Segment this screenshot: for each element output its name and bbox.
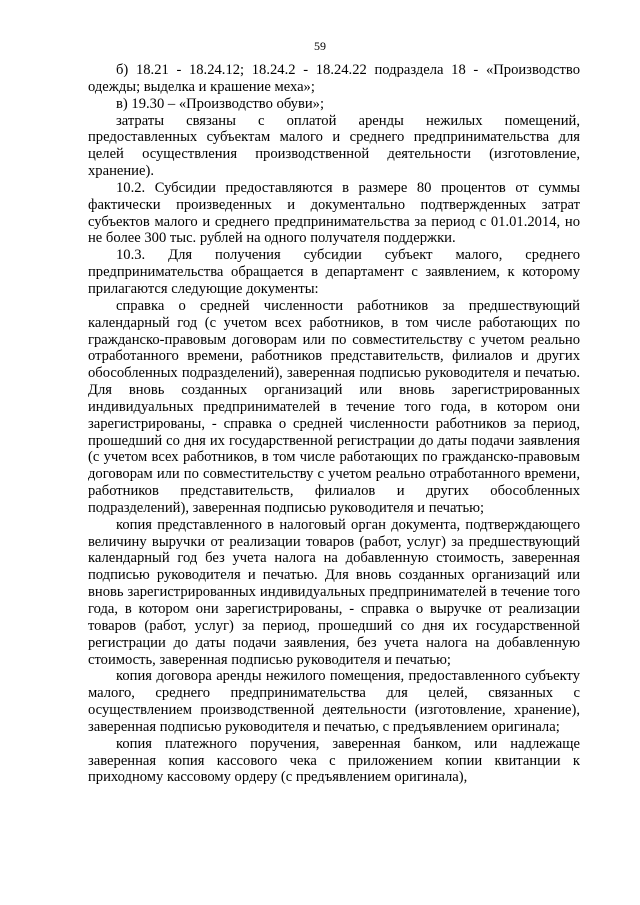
page-number: 59 bbox=[314, 39, 326, 53]
paragraph-item-b: б) 18.21 - 18.24.12; 18.24.2 - 18.24.22 подраздела 18 - «Производство одежды; выделка и крашение меха»; bbox=[88, 62, 580, 95]
paragraph-10-3: 10.3. Для получения субсидии субъект малого, среднего предпринимательства обращается в департамент с заявлением, к которому прилагаются следующие документы: bbox=[88, 247, 580, 297]
paragraph-revenue-document: копия представленного в налоговый орган документа, подтверждающего величину выручки от реализации товаров (работ, услуг) за предшествующий календарный год без учета налога на добавленную стоимость, заверенная подписью руководителя и печатью. Для вновь созданных организаций или вновь зарегистрированных индивидуальных предпринимателей в течение того года, в котором они зарегистрированы, - справка о выручке от реализации товаров (работ, услуг) за период, прошедший со дня их государственной регистрации до даты подачи заявления, без учета налога на добавленную стоимость, заверенная подписью руководителя и печатью; bbox=[88, 516, 580, 668]
paragraph-headcount-certificate: справка о средней численности работников за предшествующий календарный год (с учетом всех работников, в том числе работающих по гражданско-правовым договорам или по совместительству с учетом реально отработанного времени, работников представительств, филиалов и других обособленных подразделений), заверенная подписью руководителя и печатью. Для вновь созданных организаций или вновь зарегистрированных индивидуальных предпринимателей в течение того года, в котором они зарегистрированы, - справка о средней численности работников за период, прошедший со дня их государственной регистрации до даты подачи заявления (с учетом всех работников, в том числе работающих по гражданско-правовым договорам или по совместительству с учетом реально отработанного времени, работников представительств, филиалов и других обособленных подразделений), заверенная подписью руководителя и печатью; bbox=[88, 297, 580, 516]
paragraph-10-2: 10.2. Субсидии предоставляются в размере 80 процентов от суммы фактически произведенных и документально подтвержденных затрат субъектов малого и среднего предпринимательства за период с 01.01.2014, но не более 300 тыс. рублей на одного получателя поддержки. bbox=[88, 179, 580, 247]
paragraph-costs: затраты связаны с оплатой аренды нежилых помещений, предоставленных субъектам малого и среднего предпринимательства для целей осуществления производственной деятельности (изготовление, хранение). bbox=[88, 112, 580, 180]
paragraph-lease-agreement: копия договора аренды нежилого помещения, предоставленного субъекту малого, среднего предпринимательства для целей, связанных с осуществлением производственной деятельности (изготовление, хранение), заверенная подписью руководителя и печатью, с предъявлением оригинала; bbox=[88, 668, 580, 735]
document-body bbox=[88, 62, 580, 786]
paragraph-item-v: в) 19.30 – «Производство обуви»; bbox=[116, 95, 325, 112]
paragraph-payment-order: копия платежного поручения, заверенная банком, или надлежаще заверенная копия кассового чека с приложением копии квитанции к приходному кассовому ордеру (с предъявлением оригинала), bbox=[88, 735, 580, 786]
